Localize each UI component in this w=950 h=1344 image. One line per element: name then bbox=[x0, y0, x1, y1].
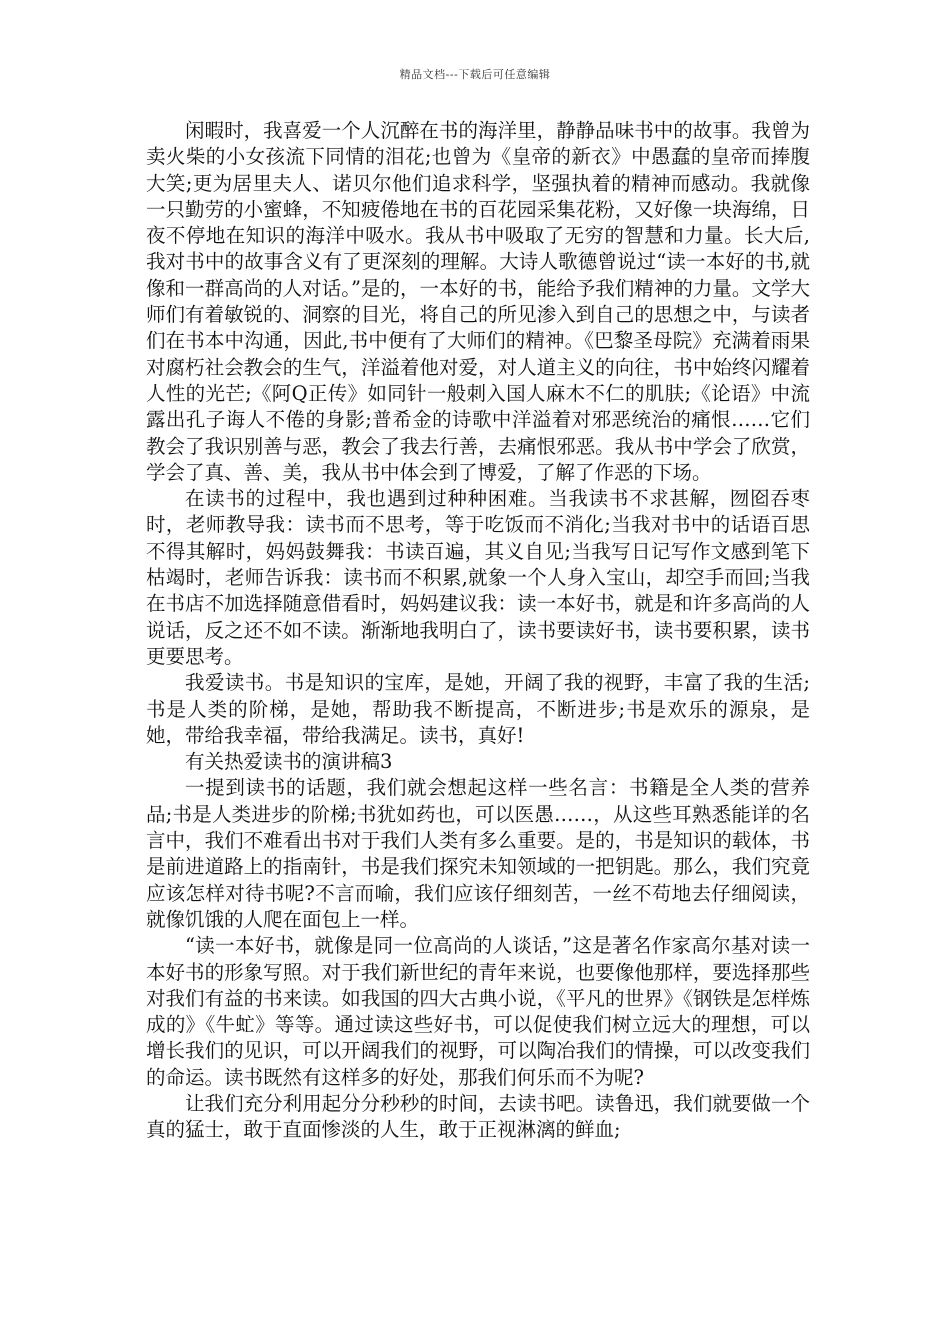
section-heading: 有关热爱读书的演讲稿3 bbox=[185, 750, 393, 774]
paragraph-1: 闲暇时，我喜爱一个人沉醉在书的海洋里，静静品味书中的故事。我曾为卖火柴的小女孩流下同情的泪花;也曾为《皇帝的新衣》中愚蠢的皇帝而捧腹大笑;更为居里夫人、诺贝尔他们追求科学，坚强执着的精神而感动。我就像一只勤劳的小蜜蜂，不知疲倦地在书的百花园采集花粉，又好像一块海绵，日夜不停地在知识的海洋中吸水。我从书中吸取了无穷的智慧和力量。长大后,我对书中的故事含义有了更深刻的理解。大诗人歌德曾说过“读一本好的书,就像和一群高尚的人对话。”是的，一本好的书，能给予我们精神的力量。文学大师们有着敏锐的、洞察的目光，将自己的所见渗入到自己的思想之中，与读者们在书本中沟通，因此,书中便有了大师们的精神。《巴黎圣母院》充满着雨果对腐朽社会教会的生气，洋溢着他对爱，对人道主义的向往，书中始终闪耀着人性的光芒;《阿Q正传》如同针一般刺入国人麻木不仁的肌肤;《论语》中流露出孔子诲人不倦的身影;普希金的诗歌中洋溢着对邪恶统治的痛恨……它们教会了我识别善与恶，教会了我去行善，去痛恨邪恶。我从书中学会了欣赏，学会了真、善、美，我从书中体会到了博爱，了解了作恶的下场。 bbox=[146, 119, 810, 484]
paragraph-3: 我爱读书。书是知识的宝库，是她，开阔了我的视野，丰富了我的生活;书是人类的阶梯，是她，帮助我不断提高，不断进步;书是欢乐的源泉，是她，带给我幸福，带给我满足。读书，真好! bbox=[146, 671, 810, 747]
document-body bbox=[146, 118, 810, 1144]
paragraph-6: 让我们充分利用起分分秒秒的时间，去读书吧。读鲁迅，我们就要做一个真的猛士，敢于直面惨淡的人生，敢于正视淋漓的鲜血; bbox=[146, 1091, 810, 1142]
paragraph-5: “读一本好书，就像是同一位高尚的人谈话，”这是著名作家高尔基对读一本好书的形象写照。对于我们新世纪的青年来说，也要像他那样，要选择那些对我们有益的书来读。如我国的四大古典小说，《平凡的世界》《钢铁是怎样炼成的》《牛虻》等等。通过读这些好书，可以促使我们树立远大的理想，可以增长我们的见识，可以开阔我们的视野，可以陶冶我们的情操，可以改变我们的命运。读书既然有这样多的好处，那我们何乐而不为呢? bbox=[146, 934, 810, 1089]
paragraph-2: 在读书的过程中，我也遇到过种种困难。当我读书不求甚解，囫囵吞枣时，老师教导我：读书而不思考，等于吃饭而不消化;当我对书中的话语百思不得其解时，妈妈鼓舞我：书读百遍，其义自见;当我写日记写作文感到笔下枯竭时，老师告诉我：读书而不积累,就象一个人身入宝山，却空手而回;当我在书店不加选择随意借看时，妈妈建议我：读一本好书，就是和许多高尚的人说话，反之还不如不读。渐渐地我明白了，读书要读好书，读书要积累，读书更要思考。 bbox=[146, 487, 810, 668]
page-header: 精品文档---下载后可任意编辑 bbox=[399, 68, 551, 81]
paragraph-4: 一提到读书的话题，我们就会想起这样一些名言：书籍是全人类的营养品;书是人类进步的阶梯;书犹如药也，可以医愚……，从这些耳熟悉能详的名言中，我们不难看出书对于我们人类有多么重要。是的，书是知识的载体，书是前进道路上的指南针，书是我们探究未知领域的一把钥匙。那么，我们究竟应该怎样对待书呢?不言而喻，我们应该仔细刻苦，一丝不苟地去仔细阅读，就像饥饿的人爬在面包上一样。 bbox=[146, 776, 810, 931]
